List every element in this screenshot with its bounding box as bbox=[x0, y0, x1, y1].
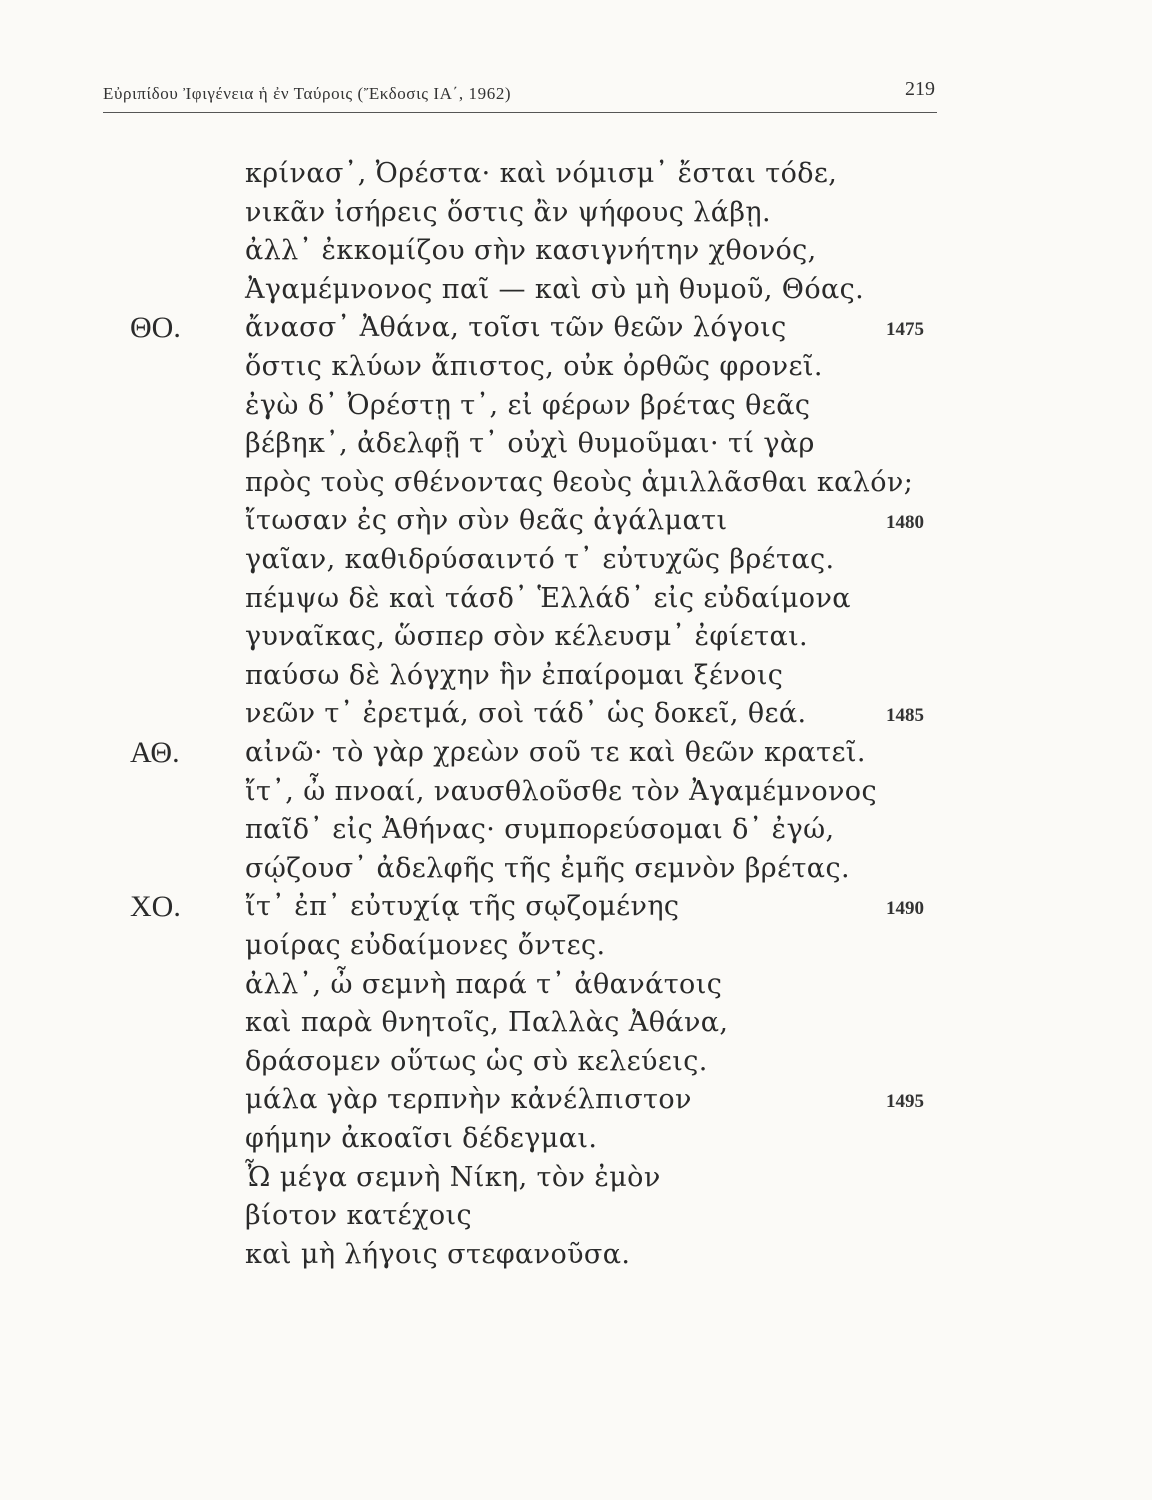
verse-line bbox=[0, 887, 1152, 927]
verse-line bbox=[0, 154, 1152, 194]
verse-line bbox=[0, 308, 1152, 348]
verse-line bbox=[0, 656, 1152, 696]
page-header bbox=[103, 72, 937, 113]
verse-text: πέμψω δὲ καὶ τάσδ᾿ Ἑλλάδ᾿ εἰς εὐδαίμονα bbox=[245, 582, 851, 614]
verse-line bbox=[0, 926, 1152, 966]
verse-line bbox=[0, 501, 1152, 541]
verse-text: καὶ μὴ λήγοις στεφανοῦσα. bbox=[245, 1238, 631, 1270]
verse-line bbox=[0, 1119, 1152, 1159]
verse-text: ὅστις κλύων ἄπιστος, οὐκ ὀρθῶς φρονεῖ. bbox=[245, 351, 823, 382]
verse-line bbox=[0, 810, 1152, 850]
verse-line bbox=[0, 617, 1152, 657]
verse-line bbox=[0, 193, 1152, 233]
verse-text: σῴζουσ᾿ ἀδελφῆς τῆς ἐμῆς σεμνὸν βρέτας. bbox=[245, 852, 850, 884]
verse-text: νικᾶν ἰσήρεις ὅστις ἂν ψήφους λάβῃ. bbox=[245, 196, 771, 228]
verse-text: παῖδ᾿ εἰς Ἀθήνας· συμπορεύσομαι δ᾿ ἐγώ, bbox=[245, 814, 835, 846]
verse-text: βέβηκ᾿, ἀδελφῇ τ᾿ οὐχὶ θυμοῦμαι· τί γὰρ bbox=[245, 428, 815, 460]
line-number: 1490 bbox=[886, 898, 924, 920]
verse-text: νεῶν τ᾿ ἐρετμά, σοὶ τάδ᾿ ὡς δοκεῖ, θεά. bbox=[245, 698, 807, 730]
verse-text: ἴτωσαν ἐς σὴν σὺν θεᾶς ἀγάλματι bbox=[245, 505, 728, 537]
verse-line bbox=[0, 965, 1152, 1005]
verse-text: ἴτ᾿ ἐπ᾿ εὐτυχίᾳ τῆς σῳζομένης bbox=[245, 891, 680, 923]
speaker-label: ΧΟ. bbox=[130, 890, 181, 924]
verse-line bbox=[0, 1196, 1152, 1236]
verse-text: ἄνασσ᾿ Ἀθάνα, τοῖσι τῶν θεῶν λόγοις bbox=[245, 312, 787, 344]
speaker-label: ΘΟ. bbox=[130, 311, 181, 345]
line-number: 1475 bbox=[886, 319, 924, 341]
verse-line bbox=[0, 463, 1152, 503]
verse-line bbox=[0, 1235, 1152, 1275]
verse-text: αἰνῶ· τὸ γὰρ χρεὼν σοῦ τε καὶ θεῶν κρατεῖ. bbox=[245, 737, 866, 768]
verse-text: ἀλλ᾿ ἐκκομίζου σὴν κασιγνήτην χθονός, bbox=[245, 235, 817, 267]
verse-line bbox=[0, 579, 1152, 619]
verse-line bbox=[0, 540, 1152, 580]
verse-text: Ὦ μέγα σεμνὴ Νίκη, τὸν ἐμὸν bbox=[245, 1161, 661, 1193]
verse-text: κρίνασ᾿, Ὀρέστα· καὶ νόμισμ᾿ ἔσται τόδε, bbox=[245, 158, 838, 189]
line-number: 1480 bbox=[886, 512, 924, 534]
verse-text: μοίρας εὐδαίμονες ὄντες. bbox=[245, 930, 606, 961]
verse-line bbox=[0, 1080, 1152, 1120]
verse-text: βίοτον κατέχοις bbox=[245, 1200, 472, 1232]
verse-text: μάλα γὰρ τερπνὴν κἀνέλπιστον bbox=[245, 1084, 692, 1116]
verse-line bbox=[0, 694, 1152, 734]
line-number: 1495 bbox=[886, 1091, 924, 1113]
verse-text: γαῖαν, καθιδρύσαιντό τ᾿ εὐτυχῶς βρέτας. bbox=[245, 544, 835, 575]
verse-line bbox=[0, 733, 1152, 773]
verse-line bbox=[0, 347, 1152, 387]
verse-text: καὶ παρὰ θνητοῖς, Παλλὰς Ἀθάνα, bbox=[245, 1007, 729, 1039]
verse-text: ἴτ᾿, ὦ πνοαί, ναυσθλοῦσθε τὸν Ἀγαμέμνονος bbox=[245, 775, 877, 807]
verse-text: παύσω δὲ λόγχην ἣν ἐπαίρομαι ξένοις bbox=[245, 659, 784, 691]
verse-line bbox=[0, 386, 1152, 426]
verse-line bbox=[0, 1003, 1152, 1043]
verse-text: γυναῖκας, ὥσπερ σὸν κέλευσμ᾿ ἐφίεται. bbox=[245, 621, 809, 653]
speaker-label: ΑΘ. bbox=[130, 736, 180, 769]
verse-text: ἐγὼ δ᾿ Ὀρέστῃ τ᾿, εἰ φέρων βρέτας θεᾶς bbox=[245, 389, 811, 421]
verse-text: φήμην ἀκοαῖσι δέδεγμαι. bbox=[245, 1123, 598, 1154]
verse-line bbox=[0, 849, 1152, 889]
verse-text: Ἀγαμέμνονος παῖ — καὶ σὺ μὴ θυμοῦ, Θόας. bbox=[245, 273, 865, 305]
verse-text: δράσομεν οὕτως ὡς σὺ κελεύεις. bbox=[245, 1045, 708, 1077]
verse-line bbox=[0, 1158, 1152, 1198]
running-head: Εὐριπίδου Ἰφιγένεια ἡ ἐν Ταύροις (Ἔκδοσις ΙΑ΄, 1962) bbox=[103, 84, 512, 103]
verse-line bbox=[0, 231, 1152, 271]
line-number: 1485 bbox=[886, 705, 924, 727]
verse-text: πρὸς τοὺς σθένοντας θεοὺς ἁμιλλᾶσθαι καλόν; bbox=[245, 466, 914, 498]
verse-line bbox=[0, 424, 1152, 464]
verse-text: ἀλλ᾿, ὦ σεμνὴ παρά τ᾿ ἀθανάτοις bbox=[245, 968, 723, 1000]
verse-line bbox=[0, 1042, 1152, 1082]
page-number: 219 bbox=[905, 78, 935, 100]
verse-line bbox=[0, 270, 1152, 310]
verse-line bbox=[0, 772, 1152, 812]
